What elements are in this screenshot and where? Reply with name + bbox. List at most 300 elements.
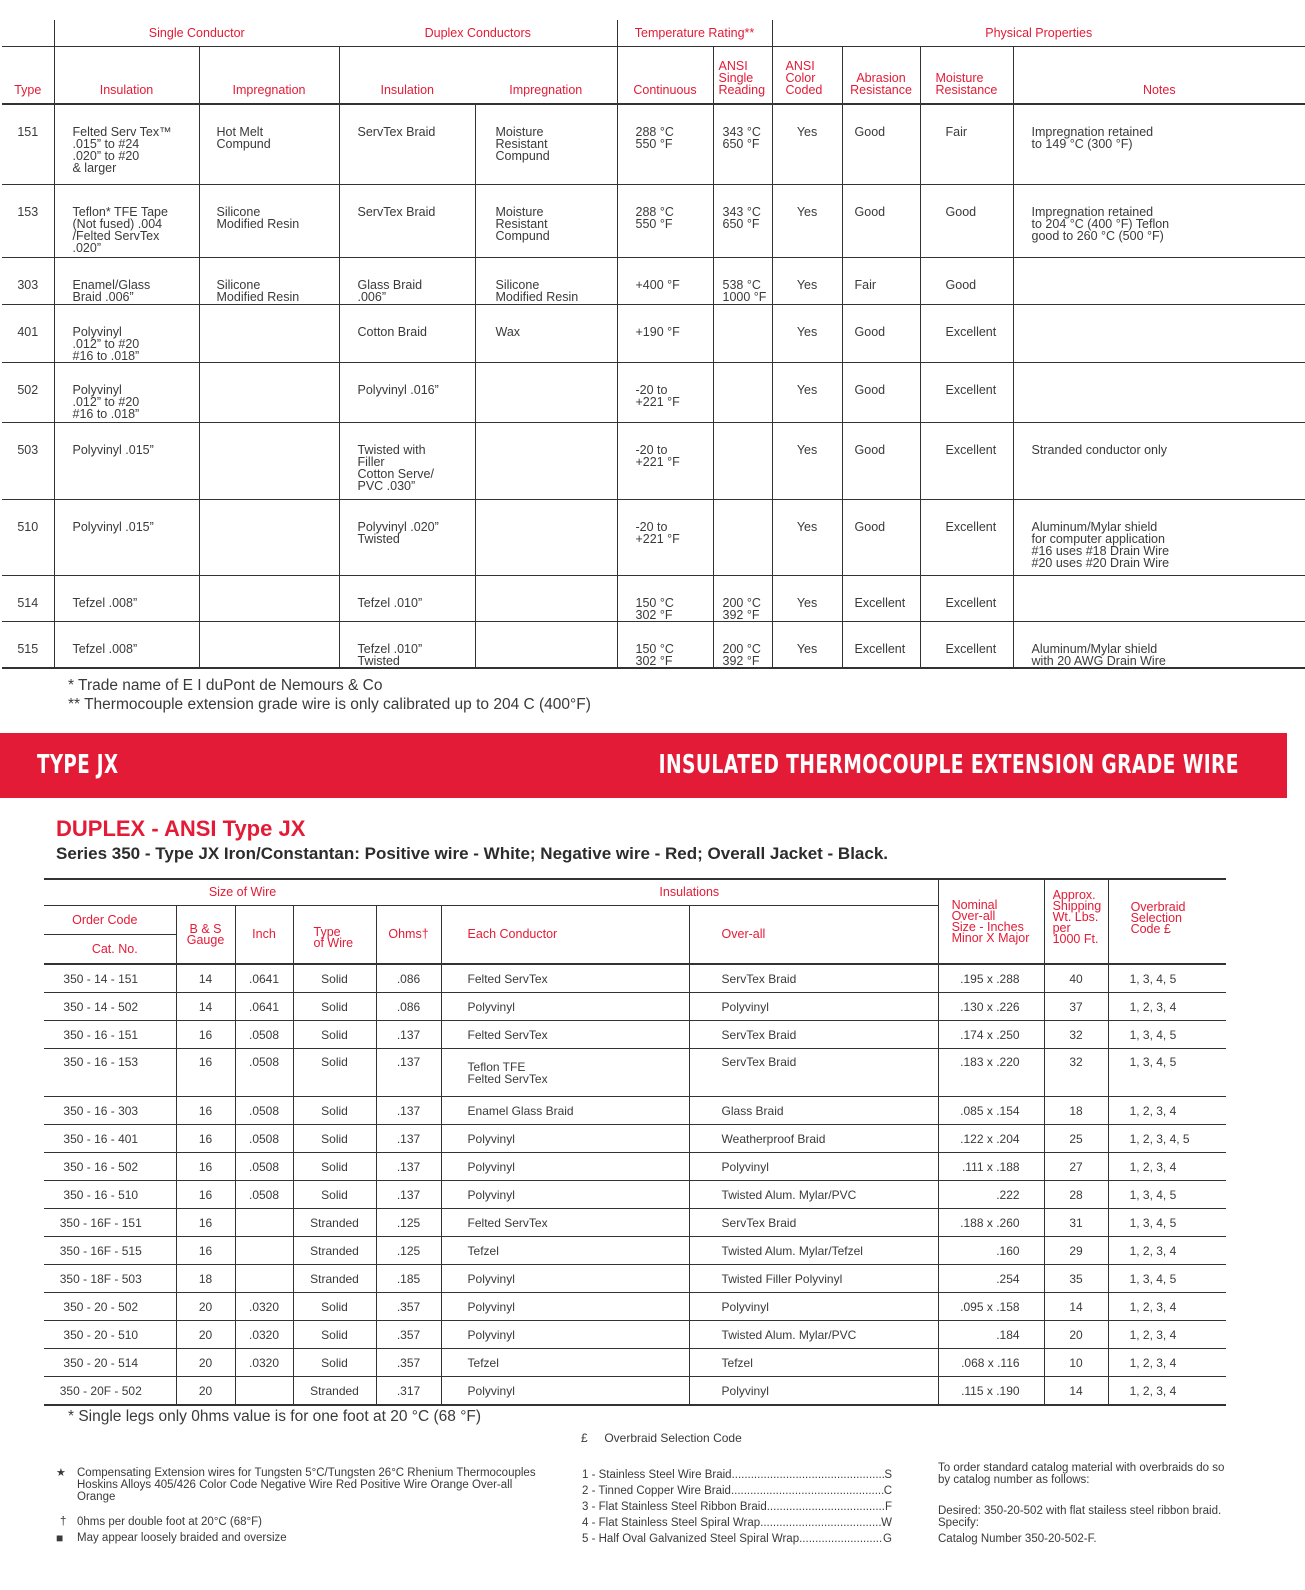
table-cell: Solid xyxy=(293,993,376,1021)
table-cell: .130 x .226 xyxy=(938,993,1044,1021)
order-example: Desired: 350-20-502 with flat stailess steel ribbon braid. Specify: xyxy=(938,1505,1222,1529)
table-cell: .357 xyxy=(376,1349,441,1377)
table-cell xyxy=(199,499,339,575)
table-cell: .086 xyxy=(376,964,441,993)
table-cell: .137 xyxy=(376,1181,441,1209)
header-ohms: Ohms† xyxy=(376,906,441,965)
table-cell: Good xyxy=(920,257,1013,304)
table-cell xyxy=(475,422,617,499)
table-row xyxy=(2,575,1305,621)
table-cell: Polyvinyl xyxy=(689,993,938,1021)
table-cell: 16 xyxy=(176,1153,235,1181)
header-abrasion-resistance: Abrasion Resistance xyxy=(842,47,920,105)
table-cell: .317 xyxy=(376,1377,441,1406)
table-cell: Moisture Resistant Compund xyxy=(475,184,617,257)
catalog-number-cell: 350 - 20 - 510 xyxy=(44,1321,176,1349)
table-cell: Yes xyxy=(772,257,842,304)
table-cell: 18 xyxy=(176,1265,235,1293)
group-insulations: Insulations xyxy=(441,879,938,906)
table-cell: Tefzel .010” Twisted xyxy=(339,621,475,668)
table-cell xyxy=(199,575,339,621)
table-cell xyxy=(1013,257,1305,304)
table-cell: Excellent xyxy=(920,621,1013,668)
table-cell: .137 xyxy=(376,1153,441,1181)
table-cell: .115 x .190 xyxy=(938,1377,1044,1406)
table-row xyxy=(2,104,1305,184)
catalog-number-cell: 350 - 18F - 503 xyxy=(44,1265,176,1293)
table-cell: 343 °C 650 °F xyxy=(713,184,772,257)
catalog-number-cell: 350 - 16 - 153 xyxy=(44,1049,176,1097)
group-temperature-rating: Temperature Rating** xyxy=(617,20,772,47)
table-cell: .185 xyxy=(376,1265,441,1293)
header-nominal-size: Nominal Over-all Size - Inches Minor X Major xyxy=(938,879,1044,964)
catalog-number-cell: 350 - 14 - 502 xyxy=(44,993,176,1021)
table-cell: 20 xyxy=(176,1293,235,1321)
overbraid-code-item xyxy=(582,1483,892,1499)
table-cell: Polyvinyl xyxy=(441,1153,689,1181)
banner-type-label: TYPE JX xyxy=(37,750,119,780)
table-cell: Stranded xyxy=(293,1265,376,1293)
table-cell: Solid xyxy=(293,1293,376,1321)
table-cell xyxy=(199,621,339,668)
header-over-all: Over-all xyxy=(689,906,938,965)
table-cell: .068 x .116 xyxy=(938,1349,1044,1377)
overbraid-code-letter: G xyxy=(883,1533,892,1545)
table-cell: .222 xyxy=(938,1181,1044,1209)
table-cell: Tefzel .008” xyxy=(54,621,199,668)
table-cell: Excellent xyxy=(920,422,1013,499)
type-cell: 151 xyxy=(2,104,54,184)
table-cell xyxy=(713,304,772,362)
table-cell: .085 x .154 xyxy=(938,1097,1044,1125)
table-cell xyxy=(199,422,339,499)
table-cell: .254 xyxy=(938,1265,1044,1293)
table-cell: Tefzel .008” xyxy=(54,575,199,621)
table-cell: 1, 3, 4, 5 xyxy=(1108,964,1226,993)
table-cell: Felted Serv Tex™ .015” to #24 .020” to #20 & larger xyxy=(54,104,199,184)
type-cell: 153 xyxy=(2,184,54,257)
table-cell xyxy=(475,575,617,621)
catalog-number-cell: 350 - 16 - 502 xyxy=(44,1153,176,1181)
header-type: Type xyxy=(2,47,54,105)
group-size-of-wire: Size of Wire xyxy=(44,879,441,906)
table-cell: 343 °C 650 °F xyxy=(713,104,772,184)
table-cell: ServTex Braid xyxy=(339,104,475,184)
table-cell: Excellent xyxy=(842,621,920,668)
table-cell: Polyvinyl xyxy=(441,993,689,1021)
table-cell xyxy=(1013,362,1305,422)
table-cell xyxy=(235,1209,293,1237)
table-cell: Polyvinyl xyxy=(689,1293,938,1321)
table-cell: 1, 2, 3, 4, 5 xyxy=(1108,1125,1226,1153)
group-physical-properties: Physical Properties xyxy=(772,20,1305,47)
table-cell: .0320 xyxy=(235,1321,293,1349)
catalog-number-cell: 350 - 16 - 303 xyxy=(44,1097,176,1125)
leader-dots xyxy=(731,1483,884,1499)
table-row xyxy=(44,1049,1226,1097)
table-cell: Moisture Resistant Compund xyxy=(475,104,617,184)
table-cell: Enamel/Glass Braid .006” xyxy=(54,257,199,304)
table-cell: 14 xyxy=(176,964,235,993)
header-type-of-wire: Type of Wire xyxy=(293,906,376,965)
table-cell xyxy=(235,1377,293,1406)
table-cell: 1, 2, 3, 4 xyxy=(1108,1349,1226,1377)
header-notes: Notes xyxy=(1013,47,1305,105)
table-cell: Teflon TFE Felted ServTex xyxy=(441,1049,689,1097)
table-row xyxy=(44,1349,1226,1377)
table-cell: .357 xyxy=(376,1321,441,1349)
table-cell: Polyvinyl xyxy=(441,1321,689,1349)
table-cell: Polyvinyl xyxy=(441,1125,689,1153)
table-cell: Twisted Alum. Mylar/Tefzel xyxy=(689,1237,938,1265)
table-cell: Felted ServTex xyxy=(441,1209,689,1237)
catalog-number-cell: 350 - 14 - 151 xyxy=(44,964,176,993)
table-cell: -20 to +221 °F xyxy=(617,362,713,422)
section-banner xyxy=(0,733,1287,798)
table-cell: Silicone Modified Resin xyxy=(199,184,339,257)
table-cell: 16 xyxy=(176,1209,235,1237)
table-cell: 150 °C 302 °F xyxy=(617,575,713,621)
table-cell: Impregnation retained to 204 °C (400 °F) Teflon good to 260 °C (500 °F) xyxy=(1013,184,1305,257)
table-cell: Polyvinyl .015” xyxy=(54,422,199,499)
table-cell: .095 x .158 xyxy=(938,1293,1044,1321)
table-cell: 150 °C 302 °F xyxy=(617,621,713,668)
table-cell: 1, 3, 4, 5 xyxy=(1108,1021,1226,1049)
table-cell: Polyvinyl xyxy=(441,1181,689,1209)
table-cell: 20 xyxy=(1044,1321,1108,1349)
table-cell: Enamel Glass Braid xyxy=(441,1097,689,1125)
type-cell: 514 xyxy=(2,575,54,621)
table-cell: 14 xyxy=(1044,1293,1108,1321)
table-cell: .0508 xyxy=(235,1125,293,1153)
table-cell: 32 xyxy=(1044,1049,1108,1097)
table-cell: .137 xyxy=(376,1021,441,1049)
table-cell: Yes xyxy=(772,422,842,499)
table-cell: Good xyxy=(842,362,920,422)
table-cell: 16 xyxy=(176,1125,235,1153)
table-cell: Excellent xyxy=(920,304,1013,362)
table-row xyxy=(44,1021,1226,1049)
table-cell: -20 to +221 °F xyxy=(617,499,713,575)
table-cell: Felted ServTex xyxy=(441,1021,689,1049)
section-title: DUPLEX - ANSI Type JX xyxy=(56,816,306,841)
header-overbraid-code: Overbraid Selection Code £ xyxy=(1108,879,1226,964)
table-cell: .125 xyxy=(376,1237,441,1265)
note-loosely-braided: May appear loosely braided and oversize xyxy=(77,1532,287,1544)
table-cell xyxy=(1013,304,1305,362)
table-cell: 1, 2, 3, 4 xyxy=(1108,1321,1226,1349)
overbraid-code-letter: C xyxy=(883,1485,892,1497)
table-row xyxy=(44,1265,1226,1293)
table-cell: Polyvinyl .016” xyxy=(339,362,475,422)
note-ohms-double-foot: 0hms per double foot at 20°C (68°F) xyxy=(77,1516,262,1528)
table-cell: 1, 2, 3, 4 xyxy=(1108,1377,1226,1406)
table-cell: Polyvinyl xyxy=(689,1377,938,1406)
table-cell: 1, 3, 4, 5 xyxy=(1108,1049,1226,1097)
table-cell: Stranded xyxy=(293,1237,376,1265)
overbraid-code-item xyxy=(582,1515,892,1531)
table-cell xyxy=(199,304,339,362)
table-cell: .188 x .260 xyxy=(938,1209,1044,1237)
table-row xyxy=(44,1237,1226,1265)
overbraid-code-letter: F xyxy=(884,1501,892,1513)
table-cell: Excellent xyxy=(842,575,920,621)
table-cell: 1, 3, 4, 5 xyxy=(1108,1265,1226,1293)
table-cell: Weatherproof Braid xyxy=(689,1125,938,1153)
table-cell: Glass Braid .006” xyxy=(339,257,475,304)
table-cell: Good xyxy=(842,499,920,575)
table-cell xyxy=(199,362,339,422)
order-catalog-number: Catalog Number 350-20-502-F. xyxy=(938,1533,1097,1545)
table-cell: Good xyxy=(842,422,920,499)
table-cell: Excellent xyxy=(920,499,1013,575)
table-cell: 288 °C 550 °F xyxy=(617,184,713,257)
group-single-conductor: Single Conductor xyxy=(54,20,339,47)
header-continuous: Continuous xyxy=(617,47,713,105)
table-cell: .0641 xyxy=(235,964,293,993)
table-cell: Solid xyxy=(293,1049,376,1097)
table-cell: 31 xyxy=(1044,1209,1108,1237)
table-cell: Teflon* TFE Tape (Not fused) .004 /Felted ServTex .020” xyxy=(54,184,199,257)
table-cell: Wax xyxy=(475,304,617,362)
table-cell: 27 xyxy=(1044,1153,1108,1181)
overbraid-code-item xyxy=(582,1531,892,1547)
table-cell: .137 xyxy=(376,1125,441,1153)
table-cell: .174 x .250 xyxy=(938,1021,1044,1049)
overbraid-code-letter: W xyxy=(881,1517,892,1529)
table-cell: Impregnation retained to 149 °C (300 °F) xyxy=(1013,104,1305,184)
table-cell: .0508 xyxy=(235,1049,293,1097)
type-cell: 502 xyxy=(2,362,54,422)
overbraid-code-label: 1 - Stainless Steel Wire Braid xyxy=(582,1469,732,1481)
table-row xyxy=(2,422,1305,499)
table-cell: Yes xyxy=(772,621,842,668)
table-cell: Polyvinyl xyxy=(689,1153,938,1181)
table-row xyxy=(2,304,1305,362)
table-cell: ServTex Braid xyxy=(689,964,938,993)
header-each-conductor: Each Conductor xyxy=(441,906,689,965)
table-cell: 28 xyxy=(1044,1181,1108,1209)
table-row xyxy=(44,1125,1226,1153)
table-cell: .0508 xyxy=(235,1181,293,1209)
order-instructions: To order standard catalog material with overbraids do so by catalog number as follows: xyxy=(938,1462,1225,1486)
section-subtitle: Series 350 - Type JX Iron/Constantan: Positive wire - White; Negative wire - Red; Overall Jacket - Black. xyxy=(56,844,889,863)
table-cell: 16 xyxy=(176,1097,235,1125)
catalog-number-cell: 350 - 20F - 502 xyxy=(44,1377,176,1406)
table-cell: 37 xyxy=(1044,993,1108,1021)
table-cell: Polyvinyl .012” to #20 #16 to .018” xyxy=(54,362,199,422)
table-cell: 1, 2, 3, 4 xyxy=(1108,1097,1226,1125)
table-cell: .086 xyxy=(376,993,441,1021)
overbraid-code-label: 2 - Tinned Copper Wire Braid xyxy=(582,1485,731,1497)
table-cell: .357 xyxy=(376,1293,441,1321)
table-row xyxy=(44,1293,1226,1321)
overbraid-code-list xyxy=(582,1467,892,1547)
table-cell: 20 xyxy=(176,1321,235,1349)
table-cell: 32 xyxy=(1044,1021,1108,1049)
table-cell: Solid xyxy=(293,1181,376,1209)
table-cell: 18 xyxy=(1044,1097,1108,1125)
table-cell: 20 xyxy=(176,1349,235,1377)
group-duplex-conductors: Duplex Conductors xyxy=(339,20,617,47)
leader-dots xyxy=(799,1531,883,1547)
table-cell: Polyvinyl xyxy=(441,1377,689,1406)
table-cell: Polyvinyl xyxy=(441,1293,689,1321)
type-cell: 401 xyxy=(2,304,54,362)
table-cell: .137 xyxy=(376,1097,441,1125)
table-row xyxy=(2,362,1305,422)
table-cell: .0508 xyxy=(235,1021,293,1049)
table-row xyxy=(44,1209,1226,1237)
table-cell: Tefzel .010” xyxy=(339,575,475,621)
table-cell xyxy=(713,422,772,499)
table-cell: 10 xyxy=(1044,1349,1108,1377)
table-cell: 288 °C 550 °F xyxy=(617,104,713,184)
leader-dots xyxy=(732,1467,885,1483)
table-cell: Excellent xyxy=(920,362,1013,422)
table-cell: 29 xyxy=(1044,1237,1108,1265)
table-cell: 1, 3, 4, 5 xyxy=(1108,1209,1226,1237)
header-impregnation-single: Impregnation xyxy=(199,47,339,105)
footnote-single-legs: * Single legs only 0hms value is for one foot at 20 °C (68 °F) xyxy=(68,1408,482,1425)
table-row xyxy=(2,184,1305,257)
table-cell: +190 °F xyxy=(617,304,713,362)
table-cell: Polyvinyl .015” xyxy=(54,499,199,575)
table-cell: 14 xyxy=(1044,1377,1108,1406)
footnote-trade-name: * Trade name of E I duPont de Nemours & Co xyxy=(68,677,383,694)
table-cell xyxy=(713,499,772,575)
table-cell: Yes xyxy=(772,304,842,362)
table-cell: Stranded xyxy=(293,1377,376,1406)
table-cell: Twisted Filler Polyvinyl xyxy=(689,1265,938,1293)
table-cell: .0508 xyxy=(235,1097,293,1125)
table-row xyxy=(44,1097,1226,1125)
dagger-symbol: † xyxy=(60,1516,67,1528)
table-row xyxy=(44,1153,1226,1181)
table-cell xyxy=(1013,575,1305,621)
table-cell: Good xyxy=(842,104,920,184)
catalog-number-cell: 350 - 20 - 514 xyxy=(44,1349,176,1377)
table-cell xyxy=(713,362,772,422)
table-cell: 1, 3, 4, 5 xyxy=(1108,1181,1226,1209)
table-row xyxy=(44,1377,1226,1406)
catalog-number-cell: 350 - 16F - 151 xyxy=(44,1209,176,1237)
table-cell: Good xyxy=(842,304,920,362)
header-order-code: Order Code xyxy=(44,906,176,935)
table-cell: Yes xyxy=(772,184,842,257)
table-cell: Yes xyxy=(772,499,842,575)
table-cell: Solid xyxy=(293,964,376,993)
table-cell: 16 xyxy=(176,1049,235,1097)
table-cell: 40 xyxy=(1044,964,1108,993)
table-row xyxy=(2,257,1305,304)
table-cell: Tefzel xyxy=(441,1237,689,1265)
table-cell: Solid xyxy=(293,1021,376,1049)
table-cell: 16 xyxy=(176,1237,235,1265)
duplex-jx-catalog-table xyxy=(44,878,1226,1406)
square-symbol: ■ xyxy=(56,1531,64,1545)
table-cell: Twisted Alum. Mylar/PVC xyxy=(689,1321,938,1349)
table-cell: Fair xyxy=(842,257,920,304)
table-cell: Felted ServTex xyxy=(441,964,689,993)
header-moisture-resistance: Moisture Resistance xyxy=(920,47,1013,105)
table-cell: Hot Melt Compund xyxy=(199,104,339,184)
table-cell: .125 xyxy=(376,1209,441,1237)
table-cell xyxy=(235,1237,293,1265)
footnotes-top xyxy=(68,676,591,714)
overbraid-code-item xyxy=(582,1467,892,1483)
table-cell: Yes xyxy=(772,362,842,422)
footnote-calibration: ** Thermocouple extension grade wire is only calibrated up to 204 C (400°F) xyxy=(68,696,591,713)
table-row xyxy=(44,964,1226,993)
table-cell: 1, 2, 3, 4 xyxy=(1108,1237,1226,1265)
table-row xyxy=(44,1321,1226,1349)
table-cell: Good xyxy=(920,184,1013,257)
table-cell: 14 xyxy=(176,993,235,1021)
table-cell: Stranded conductor only xyxy=(1013,422,1305,499)
overbraid-code-item xyxy=(582,1499,892,1515)
table-cell: Polyvinyl .012” to #20 #16 to .018” xyxy=(54,304,199,362)
table-cell: 1, 2, 3, 4 xyxy=(1108,1153,1226,1181)
header-insulation-duplex: Insulation xyxy=(339,47,475,105)
header-insulation-single: Insulation xyxy=(54,47,199,105)
table-cell: Solid xyxy=(293,1125,376,1153)
table-cell: ServTex Braid xyxy=(339,184,475,257)
table-cell: 200 °C 392 °F xyxy=(713,621,772,668)
note-compensating-wires: Compensating Extension wires for Tungsten 5°C/Tungsten 26°C Rhenium Thermocouples Hoskins Alloys 405/426 Color Code Negative Wire Red Positive Wire Orange Over-all Orange xyxy=(77,1467,536,1503)
table-cell: 16 xyxy=(176,1021,235,1049)
table-row xyxy=(44,993,1226,1021)
banner-title: INSULATED THERMOCOUPLE EXTENSION GRADE WIRE xyxy=(658,750,1239,780)
type-cell: 503 xyxy=(2,422,54,499)
table-cell xyxy=(475,362,617,422)
catalog-number-cell: 350 - 16 - 151 xyxy=(44,1021,176,1049)
leader-dots xyxy=(767,1499,885,1515)
table-cell: Polyvinyl xyxy=(441,1265,689,1293)
header-cat-no: Cat. No. xyxy=(44,935,176,965)
table-cell: 1, 2, 3, 4 xyxy=(1108,1293,1226,1321)
table-cell: ServTex Braid xyxy=(689,1209,938,1237)
table-cell: Tefzel xyxy=(441,1349,689,1377)
table-row xyxy=(2,499,1305,575)
insulation-properties-table xyxy=(2,20,1305,669)
table-cell: .111 x .188 xyxy=(938,1153,1044,1181)
table-cell: .0641 xyxy=(235,993,293,1021)
table-cell: -20 to +221 °F xyxy=(617,422,713,499)
table-cell: 200 °C 392 °F xyxy=(713,575,772,621)
star-symbol: ★ xyxy=(56,1467,66,1479)
table-cell xyxy=(475,499,617,575)
table-cell: .122 x .204 xyxy=(938,1125,1044,1153)
table-cell xyxy=(235,1265,293,1293)
table-cell: Stranded xyxy=(293,1209,376,1237)
table-row xyxy=(44,1181,1226,1209)
table-cell: .0320 xyxy=(235,1293,293,1321)
table-row xyxy=(2,621,1305,668)
overbraid-code-letter: S xyxy=(884,1469,892,1481)
table-cell: .0508 xyxy=(235,1153,293,1181)
header-inch: Inch xyxy=(235,906,293,965)
header-shipping-weight: Approx. Shipping Wt. Lbs. per 1000 Ft. xyxy=(1044,879,1108,964)
header-ansi-single-reading: ANSI Single Reading xyxy=(713,47,772,105)
overbraid-code-label: 5 - Half Oval Galvanized Steel Spiral Wrap xyxy=(582,1533,800,1545)
table-cell: Polyvinyl .020” Twisted xyxy=(339,499,475,575)
type-cell: 303 xyxy=(2,257,54,304)
type-cell: 515 xyxy=(2,621,54,668)
table-cell: .137 xyxy=(376,1049,441,1097)
table-cell: .195 x .288 xyxy=(938,964,1044,993)
table-cell: Aluminum/Mylar shield with 20 AWG Drain Wire xyxy=(1013,621,1305,668)
